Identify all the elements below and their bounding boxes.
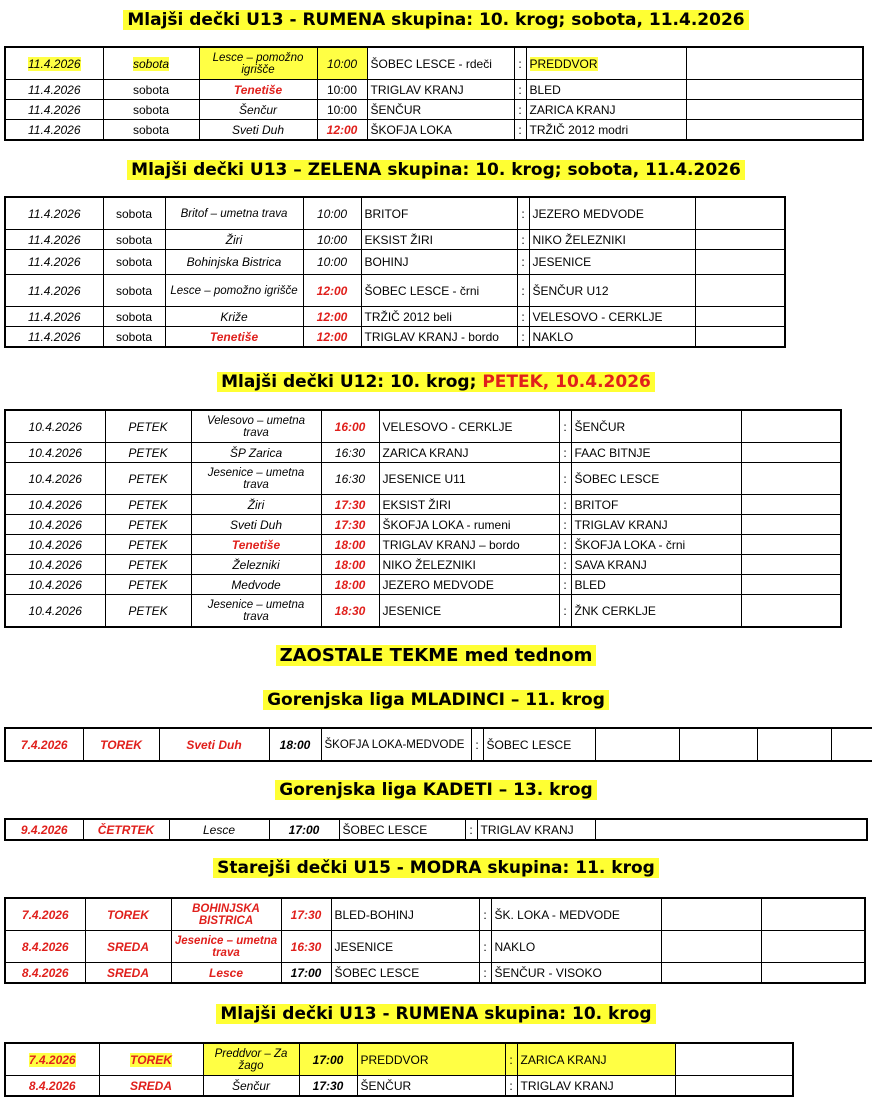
zaostale-heading: ZAOSTALE TEKME med tednom	[0, 644, 872, 668]
table-row: 10.4.2026 PETEK Železniki 18:00 NIKO ŽELEZNIKI : SAVA KRANJ	[5, 555, 841, 575]
table-row: 11.4.2026 sobota Lesce – pomožno igrišče 12:00 ŠOBEC LESCE - črni : ŠENČUR U12	[5, 275, 785, 307]
table-row: 10.4.2026 PETEK Medvode 18:00 JEZERO MEDVODE : BLED	[5, 575, 841, 595]
table-row: 10.4.2026 PETEK Sveti Duh 17:30 ŠKOFJA LOKA - rumeni : TRIGLAV KRANJ	[5, 515, 841, 535]
table-row: 11.4.2026 sobota Bohinjska Bistrica 10:00 BOHINJ : JESENICE	[5, 250, 785, 275]
section-title-kadeti: Gorenjska liga KADETI – 13. krog	[0, 778, 872, 802]
table-row: 7.4.2026 TOREK Sveti Duh 18:00 ŠKOFJA LOKA-MEDVODE : ŠOBEC LESCE	[5, 728, 872, 761]
table-row: 10.4.2026 PETEK Žiri 17:30 EKSIST ŽIRI : BRITOF	[5, 495, 841, 515]
section-title-u12: Mlajši dečki U12: 10. krog; PETEK, 10.4.2026	[0, 370, 872, 394]
table-row: 7.4.2026 TOREK Preddvor – Za žago 17:00 PREDDVOR : ZARICA KRANJ	[5, 1043, 793, 1076]
table-row: 11.4.2026 sobota Lesce – pomožno igrišče 10:00 ŠOBEC LESCE - rdeči : PREDDVOR	[5, 47, 863, 80]
table-row: 8.4.2026 SREDA Šenčur 17:30 ŠENČUR : TRIGLAV KRANJ	[5, 1076, 793, 1097]
section-title-u15: Starejši dečki U15 - MODRA skupina: 11. krog	[0, 856, 872, 880]
table-row: 10.4.2026 PETEK Jesenice – umetna trava 16:30 JESENICE U11 : ŠOBEC LESCE	[5, 463, 841, 495]
table-row: 11.4.2026 sobota Sveti Duh 12:00 ŠKOFJA LOKA : TRŽIČ 2012 modri	[5, 120, 863, 141]
table-row: 10.4.2026 PETEK ŠP Zarica 16:30 ZARICA KRANJ : FAAC BITNJE	[5, 443, 841, 463]
table-u13-rumena	[4, 46, 864, 141]
table-row: 10.4.2026 PETEK Jesenice – umetna trava 18:30 JESENICE : ŽNK CERKLJE	[5, 595, 841, 628]
table-u13-rumena-2	[4, 1042, 794, 1097]
table-u12	[4, 409, 842, 628]
table-row: 10.4.2026 PETEK Velesovo – umetna trava 16:00 VELESOVO - CERKLJE : ŠENČUR	[5, 410, 841, 443]
table-row: 8.4.2026 SREDA Lesce 17:00 ŠOBEC LESCE : ŠENČUR - VISOKO	[5, 963, 865, 984]
table-row: 11.4.2026 sobota Križe 12:00 TRŽIČ 2012 beli : VELESOVO - CERKLJE	[5, 307, 785, 327]
section-title-u13-zelena: Mlajši dečki U13 – ZELENA skupina: 10. krog; sobota, 11.4.2026	[0, 158, 872, 182]
table-kadeti	[4, 818, 868, 841]
table-u15	[4, 897, 866, 984]
table-mladinci	[4, 727, 872, 762]
table-row: 10.4.2026 PETEK Tenetiše 18:00 TRIGLAV KRANJ – bordo : ŠKOFJA LOKA - črni	[5, 535, 841, 555]
table-row: 11.4.2026 sobota Britof – umetna trava 10:00 BRITOF : JEZERO MEDVODE	[5, 197, 785, 230]
section-title-u13-rumena: Mlajši dečki U13 - RUMENA skupina: 10. krog; sobota, 11.4.2026	[0, 8, 872, 32]
table-row: 8.4.2026 SREDA Jesenice – umetna trava 16:30 JESENICE : NAKLO	[5, 931, 865, 963]
table-row: 11.4.2026 sobota Šenčur 10:00 ŠENČUR : ZARICA KRANJ	[5, 100, 863, 120]
table-row: 11.4.2026 sobota Tenetiše 12:00 TRIGLAV KRANJ - bordo : NAKLO	[5, 327, 785, 348]
table-row: 11.4.2026 sobota Žiri 10:00 EKSIST ŽIRI : NIKO ŽELEZNIKI	[5, 230, 785, 250]
table-row: 11.4.2026 sobota Tenetiše 10:00 TRIGLAV KRANJ : BLED	[5, 80, 863, 100]
section-title-mladinci: Gorenjska liga MLADINCI – 11. krog	[0, 688, 872, 712]
table-row: 7.4.2026 TOREK BOHINJSKA BISTRICA 17:30 BLED-BOHINJ : ŠK. LOKA - MEDVODE	[5, 898, 865, 931]
section-title-u13-rumena-2: Mlajši dečki U13 - RUMENA skupina: 10. krog	[0, 1002, 872, 1026]
table-u13-zelena	[4, 196, 786, 348]
table-row: 9.4.2026 ČETRTEK Lesce 17:00 ŠOBEC LESCE : TRIGLAV KRANJ	[5, 819, 867, 840]
